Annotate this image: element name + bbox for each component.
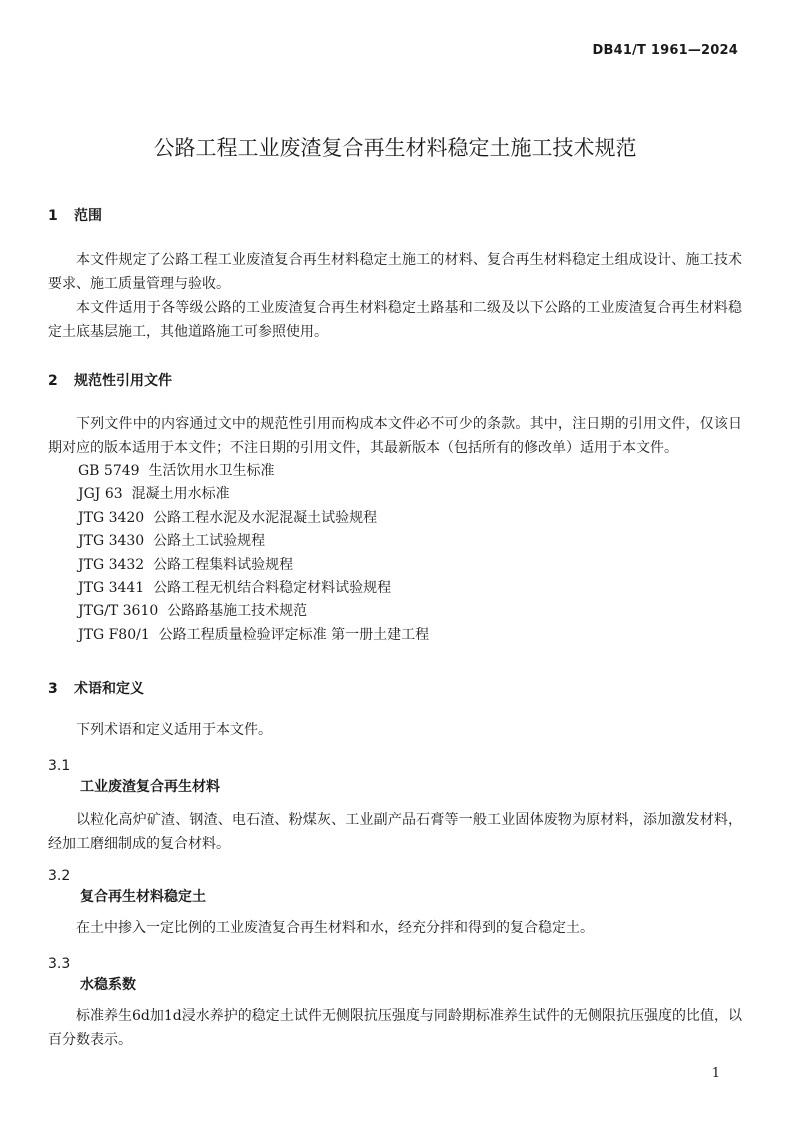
term-number: 3.3 [48, 956, 71, 972]
reference-item [78, 577, 429, 600]
reference-name: 公路工程质量检验评定标准 第一册土建工程 [158, 626, 430, 643]
scope-paragraph: 本文件适用于各等级公路的工业废渣复合再生材料稳定土路基和二级及以下公路的工业废渣复合再生材料稳定土底基层施工，其他道路施工可参照使用。 [48, 300, 742, 340]
reference-name: 公路工程水泥及水泥混凝土试验规程 [153, 509, 378, 526]
reference-name: 公路土工试验规程 [153, 533, 266, 550]
term-definition: 以粒化高炉矿渣、钢渣、电石渣、粉煤灰、工业副产品石膏等一般工业固体废物为原材料，添加激发材料，经加工磨细制成的复合材料。 [48, 812, 742, 852]
reference-name: 公路路基施工技术规范 [167, 603, 308, 620]
section-heading-normative-references [48, 370, 172, 390]
reference-name: 混凝土用水标准 [131, 486, 230, 503]
term-name: 复合再生材料稳定土 [80, 889, 206, 905]
reference-item [78, 530, 429, 553]
reference-name: 公路工程集料试验规程 [153, 556, 294, 573]
reference-code: JTG 3441 [78, 580, 145, 597]
term-definition: 标准养生6d加1d浸水养护的稳定土试件无侧限抗压强度与同龄期标准养生试件的无侧限抗压强度的比值，以百分数表示。 [48, 1008, 742, 1048]
term-name: 工业废渣复合再生材料 [80, 779, 220, 795]
reference-code: JGJ 63 [78, 486, 123, 503]
reference-name: 公路工程无机结合料稳定材料试验规程 [153, 580, 392, 597]
scope-paragraph: 本文件规定了公路工程工业废渣复合再生材料稳定土施工的材料、复合再生材料稳定土组成设计、施工技术要求、施工质量管理与验收。 [48, 252, 742, 292]
reference-code: JTG 3430 [78, 533, 145, 550]
section-heading-terms-definitions [48, 678, 144, 698]
reference-list [78, 460, 429, 647]
reference-code: GB 5749 [78, 463, 140, 479]
document-title: 公路工程工业废渣复合再生材料稳定土施工技术规范 [153, 136, 637, 160]
page-header-standard-code: DB41/T 1961—2024 [592, 43, 738, 58]
reference-code: JTG F80/1 [78, 626, 150, 643]
reference-item [78, 460, 429, 483]
reference-name: 生活饮用水卫生标准 [148, 463, 275, 479]
section-title: 范围 [74, 208, 102, 224]
term-number: 3.2 [48, 868, 71, 884]
reference-item [78, 554, 429, 577]
term-definition: 在土中掺入一定比例的工业废渣复合再生材料和水，经充分拌和得到的复合稳定土。 [76, 920, 594, 936]
section-title: 术语和定义 [74, 681, 144, 697]
reference-item [78, 624, 429, 647]
section-title: 规范性引用文件 [74, 373, 172, 389]
reference-code: JTG/T 3610 [78, 603, 159, 620]
section-number: 2 [48, 373, 58, 389]
reference-item [78, 507, 429, 530]
terms-intro-paragraph: 下列术语和定义适用于本文件。 [76, 722, 272, 738]
references-intro-paragraph: 下列文件中的内容通过文中的规范性引用而构成本文件必不可少的条款。其中，注日期的引用文件，仅该日期对应的版本适用于本文件；不注日期的引用文件，其最新版本（包括所有的修改单）适用于本文件。 [48, 416, 742, 456]
section-number: 1 [48, 208, 58, 224]
page-number: 1 [711, 1066, 720, 1081]
reference-code: JTG 3432 [78, 556, 145, 573]
reference-item [78, 483, 429, 506]
term-name: 水稳系数 [80, 977, 136, 993]
reference-item [78, 600, 429, 623]
section-heading-scope [48, 205, 102, 225]
reference-code: JTG 3420 [78, 509, 145, 526]
term-number: 3.1 [48, 758, 71, 774]
section-number: 3 [48, 681, 58, 697]
